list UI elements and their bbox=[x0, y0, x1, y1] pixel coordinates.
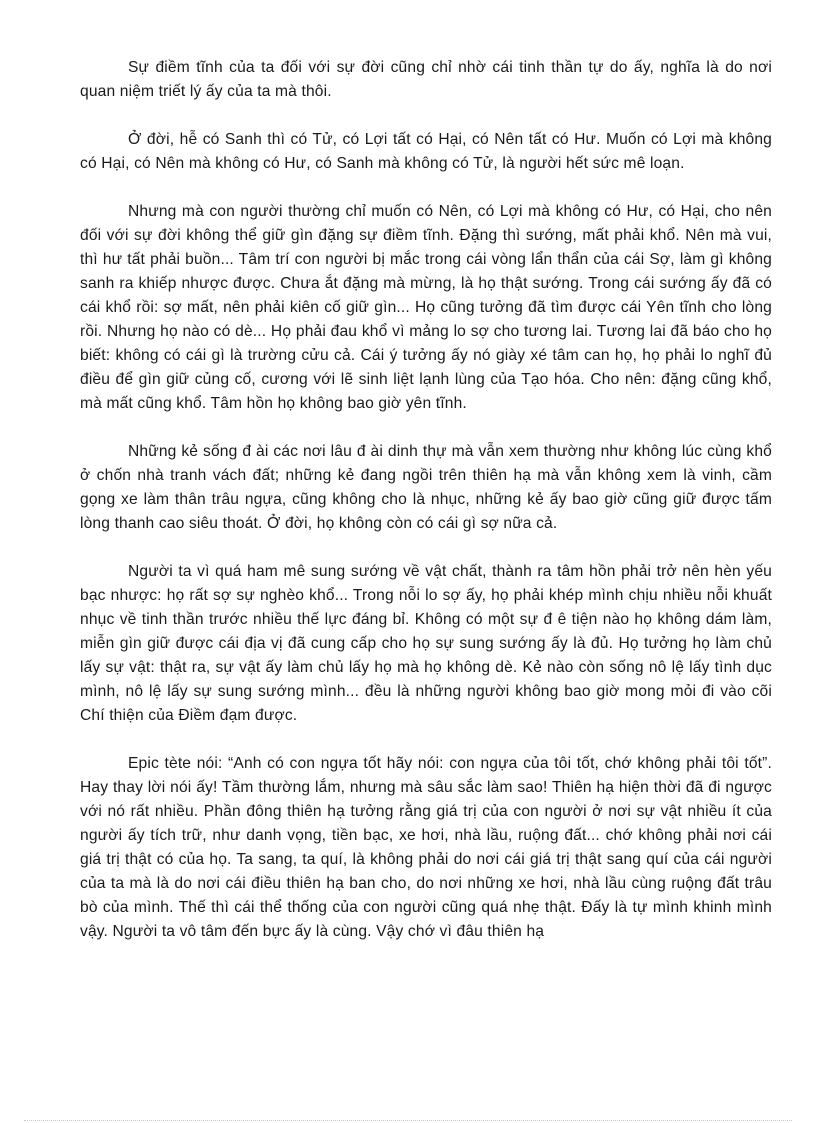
paragraph-3: Nhưng mà con người thường chỉ muốn có Nên, có Lợi mà không có Hư, có Hại, cho nên đối với sự đời không thể giữ gìn đặng sự điềm tĩnh. Đặng thì sướng, mất phải khổ. Nên mà vui, thì hư tất phải buồn... Tâm trí con người bị mắc trong cái vòng lẩn thẩn của cái Sợ, làm gì không sanh ra khiếp nhược được. Chưa ắt đặng mà mừng, là họ thật sướng. Trong cái sướng ấy đã có cái khổ rồi: sợ mất, nên phải kiên cố giữ gìn... Họ cũng tưởng đã tìm được cái Yên tĩnh cho lòng rồi. Nhưng họ nào có dè... Họ phải đau khổ vì mảng lo sợ cho tương lai. Tương lai đã báo cho họ biết: không có cái gì là trường cửu cả. Cái ý tưởng ấy nó giày xé tâm can họ, họ phải lo nghĩ đủ điều để gìn giữ củng cố, cương với lẽ sinh liệt lạnh lùng của Tạo hóa. Cho nên: đặng cũng khổ, mà mất cũng khổ. Tâm hồn họ không bao giờ yên tĩnh. bbox=[80, 203, 772, 412]
paragraph-5: Người ta vì quá ham mê sung sướng về vật chất, thành ra tâm hồn phải trở nên hèn yếu bạc nhược: họ rất sợ sự nghèo khổ... Trong nỗi lo sợ ấy, họ phải khép mình chịu nhiều nỗi khuất nhục về tinh thần trước nhiều thế lực đáng bỉ. Không có một sự đ ê tiện nào họ không dám làm, miễn gìn giữ được cái địa vị đã cung cấp cho họ sự sung sướng ấy là đủ. Họ tưởng họ làm chủ lấy sự vật: thật ra, sự vật ấy làm chủ lấy họ mà họ không dè. Kẻ nào còn sống nô lệ lấy tình dục mình, nô lệ lấy sự sung sướng mình... đều là những người không bao giờ mong mỏi đi vào cõi Chí thiện của Điềm đạm được. bbox=[80, 563, 772, 724]
paragraph-4: Những kẻ sống đ ài các nơi lâu đ ài dinh thự mà vẫn xem thường như không lúc cùng khổ ở chốn nhà tranh vách đất; những kẻ đang ngồi trên thiên hạ mà vẫn không xem là vinh, cầm gọng xe làm thân trâu ngựa, cũng không cho là nhục, những kẻ ấy bao giờ cũng giữ được tấm lòng thanh cao siêu thoát. Ở đời, họ không còn có cái gì sợ nữa cả. bbox=[80, 443, 772, 532]
document-page bbox=[80, 56, 772, 968]
paragraph-2: Ở đời, hễ có Sanh thì có Tử, có Lợi tất có Hại, có Nên tất có Hư. Muốn có Lợi mà không có Hại, có Nên mà không có Hư, có Sanh mà không có Tử, là người hết sức mê loạn. bbox=[80, 131, 772, 172]
paragraph-1: Sự điềm tĩnh của ta đối với sự đời cũng chỉ nhờ cái tinh thần tự do ấy, nghĩa là do nơi quan niệm triết lý ấy của ta mà thôi. bbox=[80, 59, 772, 100]
paragraph-6: Epic tète nói: “Anh có con ngựa tốt hãy nói: con ngựa của tôi tốt, chớ không phải tôi tốt”. Hay thay lời nói ấy! Tầm thường lắm, nhưng mà sâu sắc làm sao! Thiên hạ hiện thời đã đi ngược với nó rất nhiều. Phần đông thiên hạ tưởng rằng giá trị của con người ở nơi sự vật nhiều ít của người ấy tích trữ, như danh vọng, tiền bạc, xe hơi, nhà lầu, ruộng đất... chớ không phải nơi cái giá trị thật có của họ. Ta sang, ta quí, là không phải do nơi cái giá trị thật sang quí của cái người của ta mà là do nơi cái điều thiên hạ ban cho, do nơi những xe hơi, nhà lầu cùng ruộng đất trâu bò của mình. Thế thì cái thể thống của con người cũng quá nhẹ thật. Đấy là tự mình khinh mình vậy. Người ta vô tâm đến bực ấy là cùng. Vậy chớ vì đâu thiên hạ bbox=[80, 755, 772, 940]
page-bottom-divider bbox=[24, 1120, 792, 1121]
